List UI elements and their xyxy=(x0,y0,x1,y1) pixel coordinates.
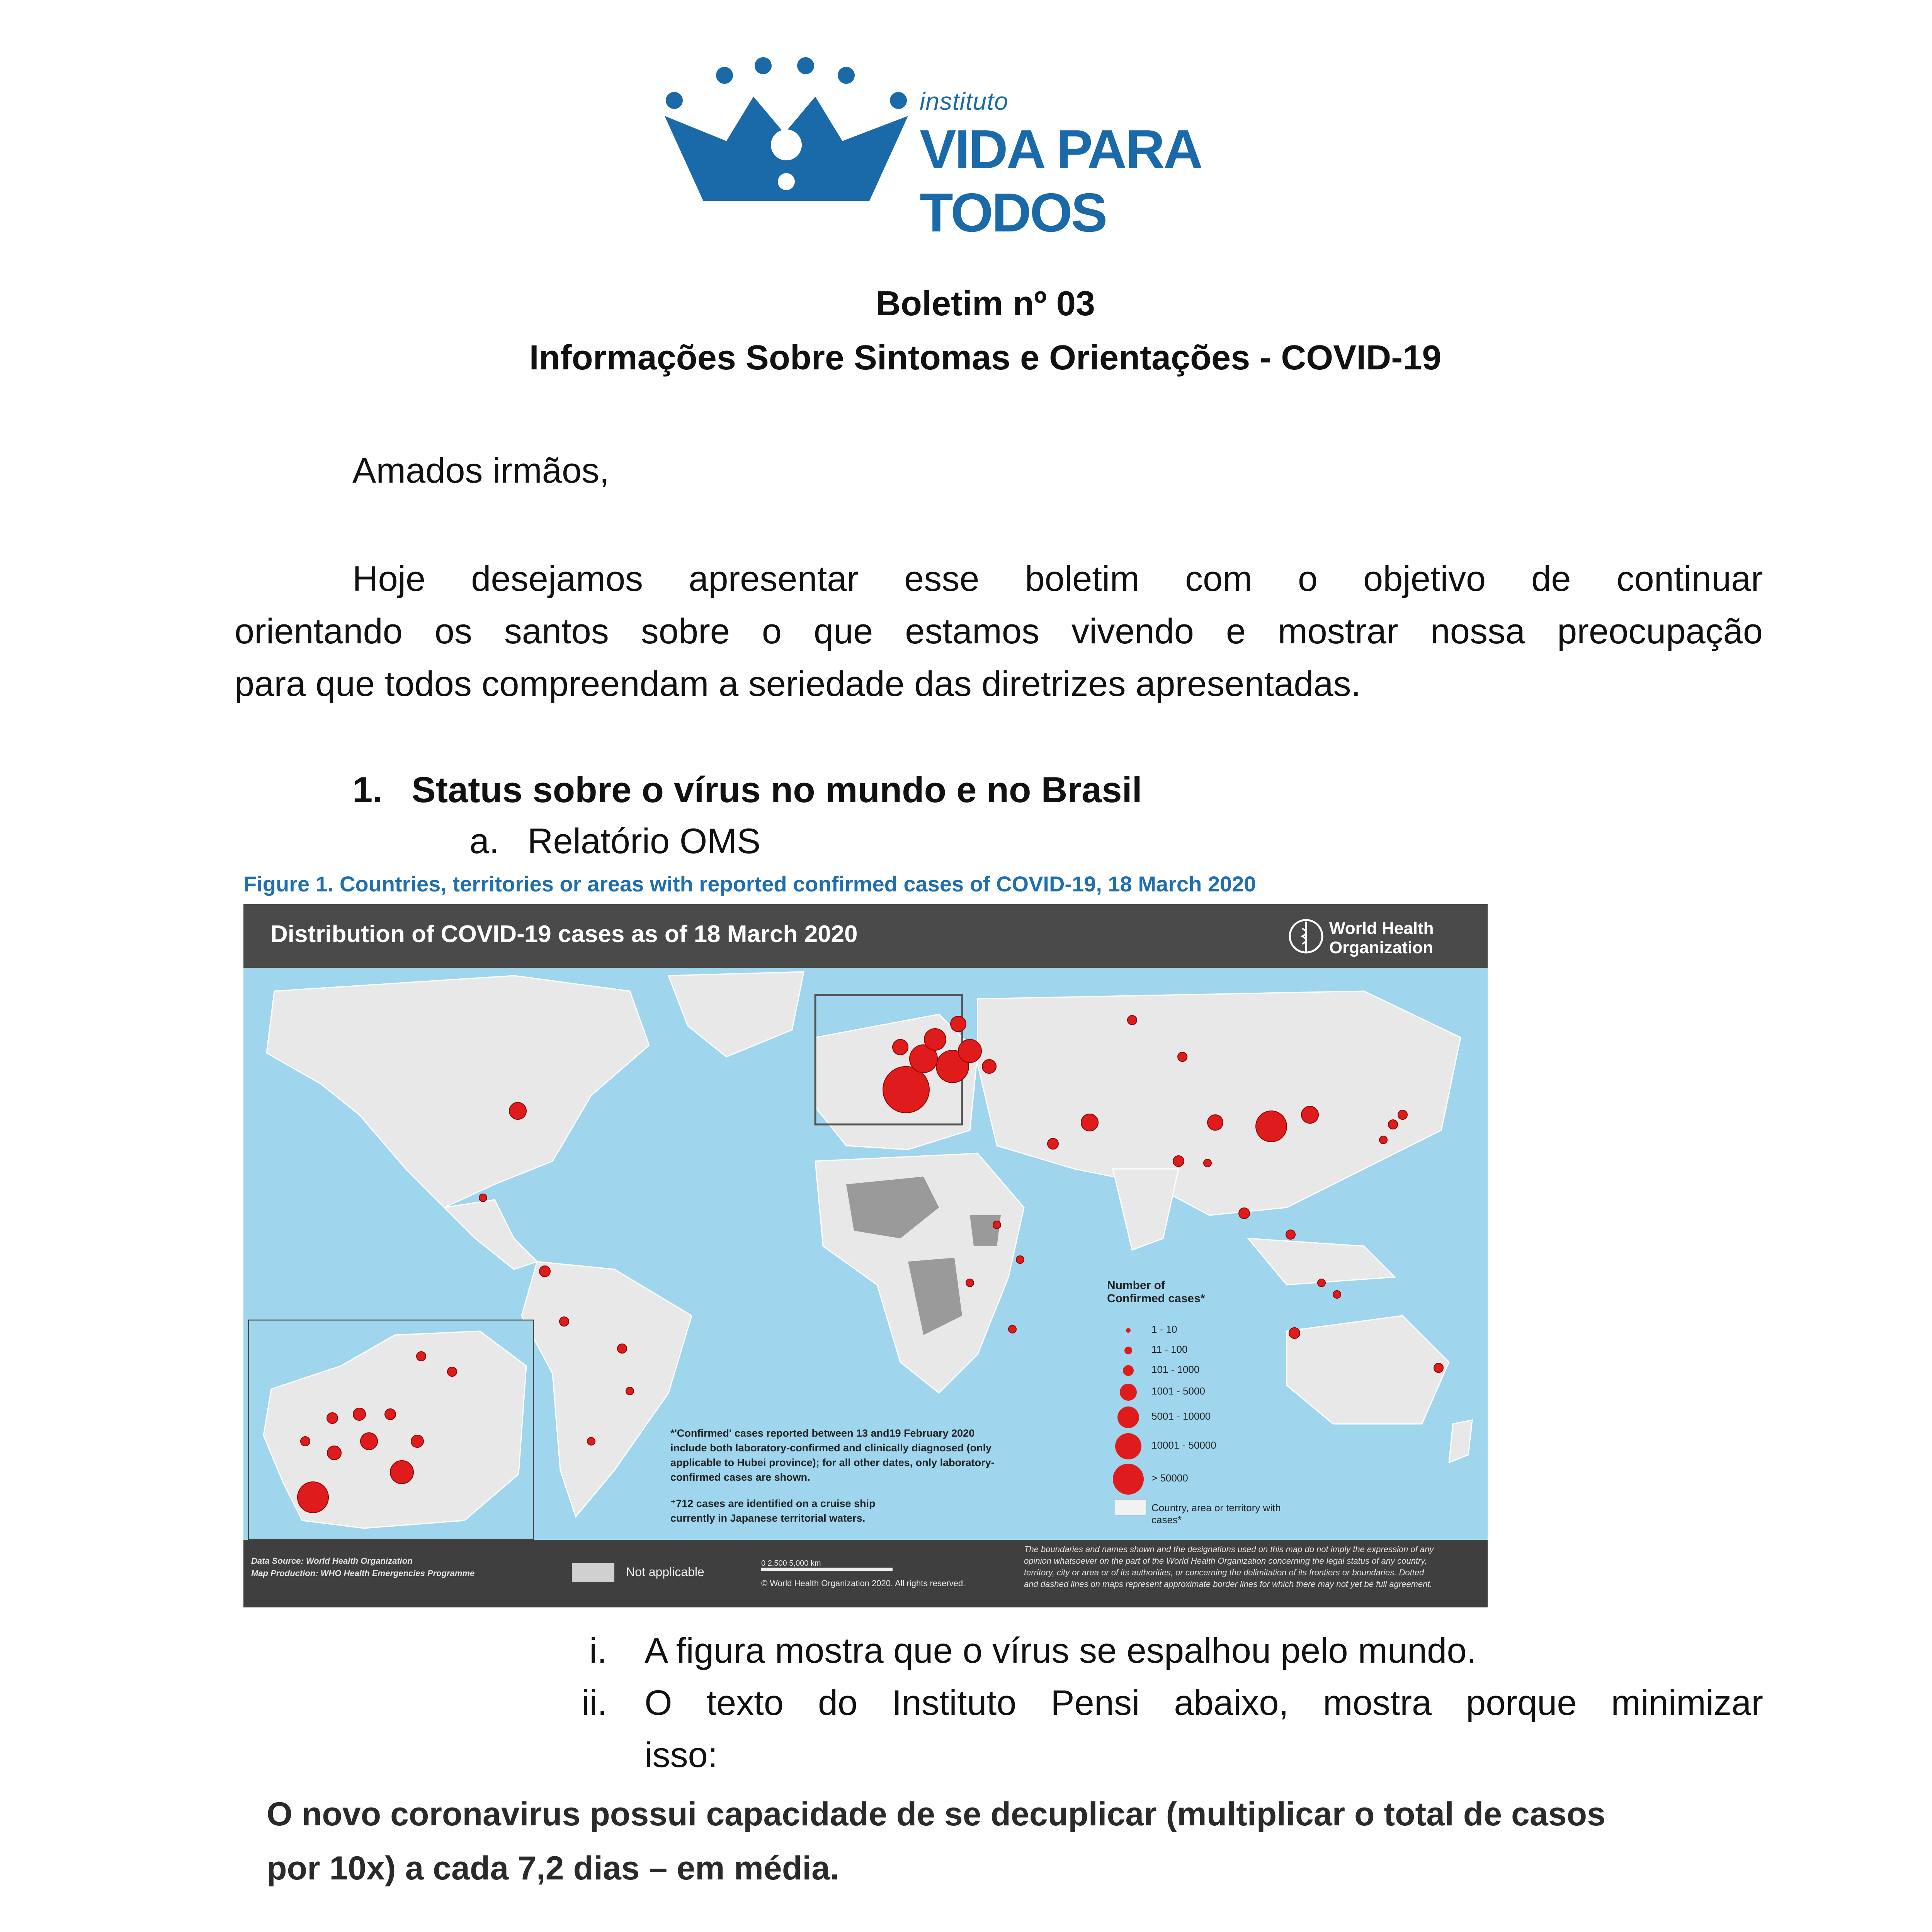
footer-disclaimer xyxy=(1024,1544,1484,1590)
legend-label: > 50000 xyxy=(1151,1472,1188,1484)
legend-country-swatch xyxy=(1115,1499,1146,1515)
pensi-quote xyxy=(267,1787,1696,1932)
legend-label: 10001 - 50000 xyxy=(1151,1439,1216,1451)
section-heading: Status sobre o vírus no mundo e no Brasil xyxy=(412,769,1142,810)
legend-bubble xyxy=(1126,1328,1131,1333)
logo-big-text: VIDA PARA TODOS xyxy=(920,119,1199,243)
map-legend xyxy=(1107,1279,1308,1534)
bulletin-title: Informações Sobre Sintomas e Orientações - COVID-19 xyxy=(529,338,1442,377)
legend-bubble xyxy=(1117,1406,1139,1428)
covid-map-figure xyxy=(243,904,1488,1607)
section-number: 1. xyxy=(352,769,383,810)
footer-disclaimer-line-2: opinion whatsoever on the part of the World Health Organization concerning the legal status of any country, xyxy=(1024,1556,1427,1566)
footer-not-applicable: Not applicable xyxy=(626,1565,704,1579)
map-footer xyxy=(243,1540,1488,1607)
legend-label: 11 - 100 xyxy=(1151,1344,1188,1355)
footer-copyright: © World Health Organization 2020. All rights reserved. xyxy=(761,1578,966,1588)
footer-disclaimer-line-3: territory, city or area or of its authorities, or concerning the delimitation of its frontiers or boundaries. Dotted xyxy=(1024,1568,1424,1577)
footer-disclaimer-line-4: and dashed lines on maps represent approximate border lines for which there may not yet be full agreement. xyxy=(1024,1579,1432,1589)
footer-scale: 0 2,500 5,000 km xyxy=(761,1559,821,1568)
intro-line-3: para que todos compreendam a seriedade das diretrizes apresentadas. xyxy=(235,664,1361,704)
subsection-marker: a. xyxy=(469,821,499,861)
logo xyxy=(653,50,1341,243)
legend-bubble xyxy=(1123,1365,1134,1376)
legend-items xyxy=(1107,1323,1308,1526)
not-applicable-swatch xyxy=(572,1563,614,1582)
map-note-1-line-2: include both laboratory-confirmed and clinically diagnosed (only xyxy=(670,1442,992,1454)
footer-source: Data Source: World Health Organization xyxy=(251,1556,413,1566)
legend-label: 101 - 1000 xyxy=(1151,1364,1200,1375)
bulletin-number: Boletim nº 03 xyxy=(876,284,1095,323)
map-note-2-line-1: ⁺712 cases are identified on a cruise ship xyxy=(670,1498,876,1509)
quote-p1-line-1: O novo coronavirus possui capacidade de se decuplicar (multiplicar o total de casos xyxy=(267,1796,1605,1833)
roman-item-2-line-1: O texto do Instituto Pensi abaixo, mostra porque minimizar xyxy=(645,1683,1763,1723)
footer-disclaimer-line-1: The boundaries and names shown and the designations used on this map do not imply the expression of any xyxy=(1024,1544,1434,1554)
quote-p1-line-2: por 10x) a cada 7,2 dias – em média. xyxy=(267,1850,839,1887)
legend-title-line-1: Number of xyxy=(1107,1279,1165,1292)
subsection-label: Relatório OMS xyxy=(527,821,761,861)
roman-marker-1: i. xyxy=(589,1631,607,1670)
roman-item-1: A figura mostra que o vírus se espalhou pelo mundo. xyxy=(645,1631,1477,1670)
roman-item-2-line-2: isso: xyxy=(645,1735,718,1775)
who-label-line-1: World Health xyxy=(1329,919,1434,938)
legend-bubble xyxy=(1113,1464,1144,1495)
map-header-title: Distribution of COVID-19 cases as of 18 March 2020 xyxy=(270,921,858,947)
figure-caption: Figure 1. Countries, territories or areas with reported confirmed cases of COVID-19, 18 March 2020 xyxy=(243,872,1256,896)
legend-bubble xyxy=(1124,1347,1132,1354)
intro-line-2: orientando os santos sobre o que estamos vivendo e mostrar nossa preocupação xyxy=(235,612,1763,651)
legend-bubble xyxy=(1120,1384,1137,1401)
map-notes xyxy=(670,1426,995,1526)
greeting: Amados irmãos, xyxy=(352,451,609,490)
map-note-1-line-3: applicable to Hubei province); for all other dates, only laboratory- xyxy=(670,1457,995,1468)
legend-bubble xyxy=(1115,1433,1141,1459)
who-label-line-2: Organization xyxy=(1329,938,1433,957)
legend-label: 5001 - 10000 xyxy=(1151,1410,1211,1422)
intro-line-1: Hoje desejamos apresentar esse boletim com o objetivo de continuar xyxy=(352,559,1763,599)
legend-title-line-2: Confirmed cases* xyxy=(1107,1292,1205,1305)
scale-bar xyxy=(761,1568,893,1571)
map-note-2-line-2: currently in Japanese territorial waters. xyxy=(670,1512,866,1524)
map-note-1-line-4: confirmed cases are shown. xyxy=(670,1471,810,1483)
map-note-1-line-1: *'Confirmed' cases reported between 13 and19 February 2020 xyxy=(670,1427,975,1439)
legend-label: 1001 - 5000 xyxy=(1151,1385,1205,1397)
legend-country-label: Country, area or territory with cases* xyxy=(1151,1502,1281,1526)
legend-label: 1 - 10 xyxy=(1151,1323,1177,1335)
footer-production: Map Production: WHO Health Emergencies Programme xyxy=(251,1568,475,1578)
logo-small-text: instituto xyxy=(920,87,1009,115)
roman-marker-2: ii. xyxy=(582,1683,607,1723)
